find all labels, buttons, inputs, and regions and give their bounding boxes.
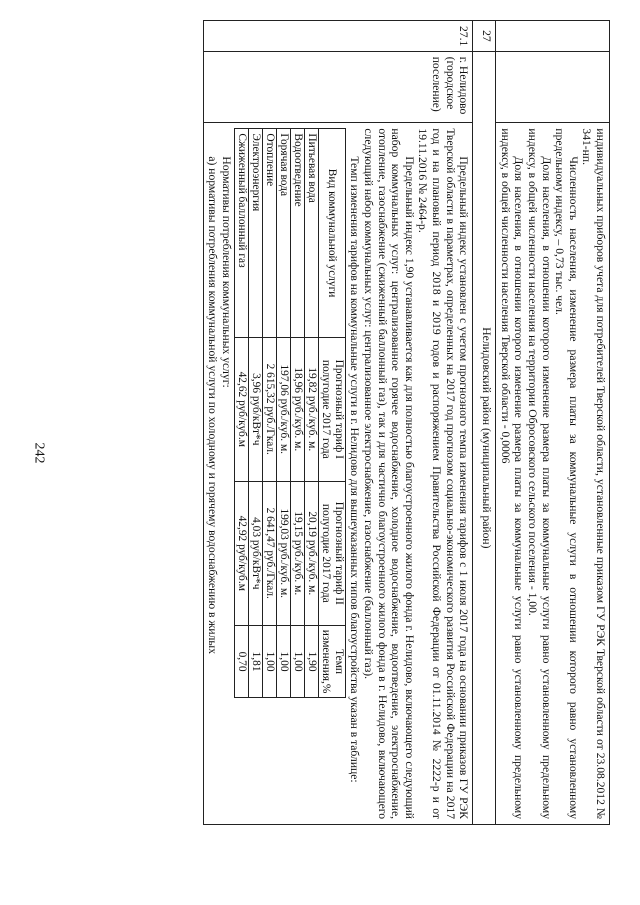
header-rate: Темп изменения,% [318,625,345,698]
continuation-line-3: Доля населения, в отношении которого изменение размера платы за коммунальные услуги равно установленному предельному индексу, в общей численности населения на территории Обросовского сельского поселения - 1,00. [526,128,553,819]
tariff-h1-cell: 3,96 руб/кВт*ч [248,337,262,481]
continuation-line-2: Численность населения, изменение размера платы за коммунальные услуги в отношении которого равно установленному предельному индексу, – 0,73 тыс. чел. [553,128,580,819]
header-service: Вид коммунальной услуги [318,129,345,337]
continuation-line-1: индивидуальных приборов учета для потребителей Тверской области, установленные приказом ГУ РЭК Тверской области от 23.08.2012 № 341-нп. [580,128,607,819]
section-27-title: Нелидовский район (муниципальный район) [473,51,496,824]
tariff-h2-cell: 20,19 руб./куб. м. [304,481,318,625]
table-row [248,129,262,698]
rate-cell: 0,70 [234,625,248,698]
page-number: 242 [31,442,46,463]
table-row [262,129,276,698]
document-table [203,20,610,825]
section-27-1-number: 27.1 [203,21,473,52]
paragraph-norms-heading: Нормативы потребления коммунальных услуг: [219,156,233,388]
service-cell: Горячая вода [276,129,290,337]
table-row [290,129,304,698]
tariff-h1-cell: 2 615,32 руб./Гкал. [262,337,276,481]
tariff-h2-cell: 4,03 руб/кВт*ч [248,481,262,625]
tariff-table-header [318,129,345,698]
section-27-1-text-cell [203,123,473,825]
paragraph-tariff-basis: Предельный индекс установлен с учетом прогнозного темпа изменения тарифов с 1 июля 2017 года на основании приказов ГУ РЭК Тверской области в параметрах, определенных на 2017 год прогнозом социально-экономического развития Российской Федерации на 2017 год и на плановый период 2018 и 2019 годов и распоряжением Правительства Российской Федерации от 01.11.2014 № 2222-р и от 19.11.2016 № 2464-р. [416,128,471,819]
rate-cell: 1,90 [304,625,318,698]
rate-cell: 1,00 [262,625,276,698]
paragraph-norms-a: а) нормативы потребления коммунальной услуги по холодному и горячему водоснабжению в жилых [206,156,220,654]
continuation-row [496,21,610,825]
paragraph-index: Предельный индекс 1,90 устанавливается как для полностью благоустроенного жилого фонда г. Нелидово, включающего следующий набор коммунальных услуг: централизованное горячее водоснабжение, холодное водоснабжение, водоотведение, электроснабжение, отопление, газоснабжение (сжиженный баллонный газ), так и для частично благоустроенного жилого фонда в г. Нелидово, включающего следующий набор коммунальных услуг: централизованное электроснабжение, газоснабжение (баллонный газ). [362,128,416,819]
table-row [276,129,290,698]
continuation-place-cell [496,51,610,123]
continuation-text-cell [496,123,610,825]
continuation-num-cell [496,21,610,52]
header-tariff-h2: Прогнозный тариф II полугодие 2017 года [318,481,345,625]
section-27-number: 27 [473,21,496,52]
tariff-h2-cell: 19,15 руб./куб. м. [290,481,304,625]
tariff-h2-cell: 42,92 руб/куб.м [234,481,248,625]
document-sheet [80,20,610,825]
section-27-row [473,21,496,825]
section-27-1-place: г. Нелидово (городское поселение) [203,51,473,123]
section-27-1-row [203,21,473,825]
service-cell: Питьевая вода [304,129,318,337]
tariff-h2-cell: 2 641,47 руб./Гкал. [262,481,276,625]
rate-cell: 1,81 [248,625,262,698]
tariff-table [234,128,346,698]
rate-cell: 1,00 [276,625,290,698]
service-cell: Сжиженный баллонный газ [234,129,248,337]
tariff-h2-cell: 199,03 руб./куб. м. [276,481,290,625]
tariff-h1-cell: 42,62 руб/куб.м [234,337,248,481]
service-cell: Электроэнергия [248,129,262,337]
header-tariff-h1: Прогнозный тариф I полугодие 2017 года [318,337,345,481]
continuation-line-4: Доля населения, в отношении которого изменение размера платы за коммунальные услуги равно установленному предельному индексу, в общей численности населения Тверской области - 0,0006 [498,128,526,819]
tariff-h1-cell: 18,96 руб./куб. м. [290,337,304,481]
rate-cell: 1,00 [290,625,304,698]
service-cell: Водоотведение [290,129,304,337]
table-row [234,129,248,698]
paragraph-table-intro: Темп изменения тарифов на коммунальные услуги в г. Нелидово для вышеуказанных типов благоустройства указан в таблице: [348,156,362,783]
tariff-h1-cell: 197,06 руб./куб. м. [276,337,290,481]
tariff-h1-cell: 19,82 руб./куб. м. [304,337,318,481]
table-row [304,129,318,698]
service-cell: Отопление [262,129,276,337]
